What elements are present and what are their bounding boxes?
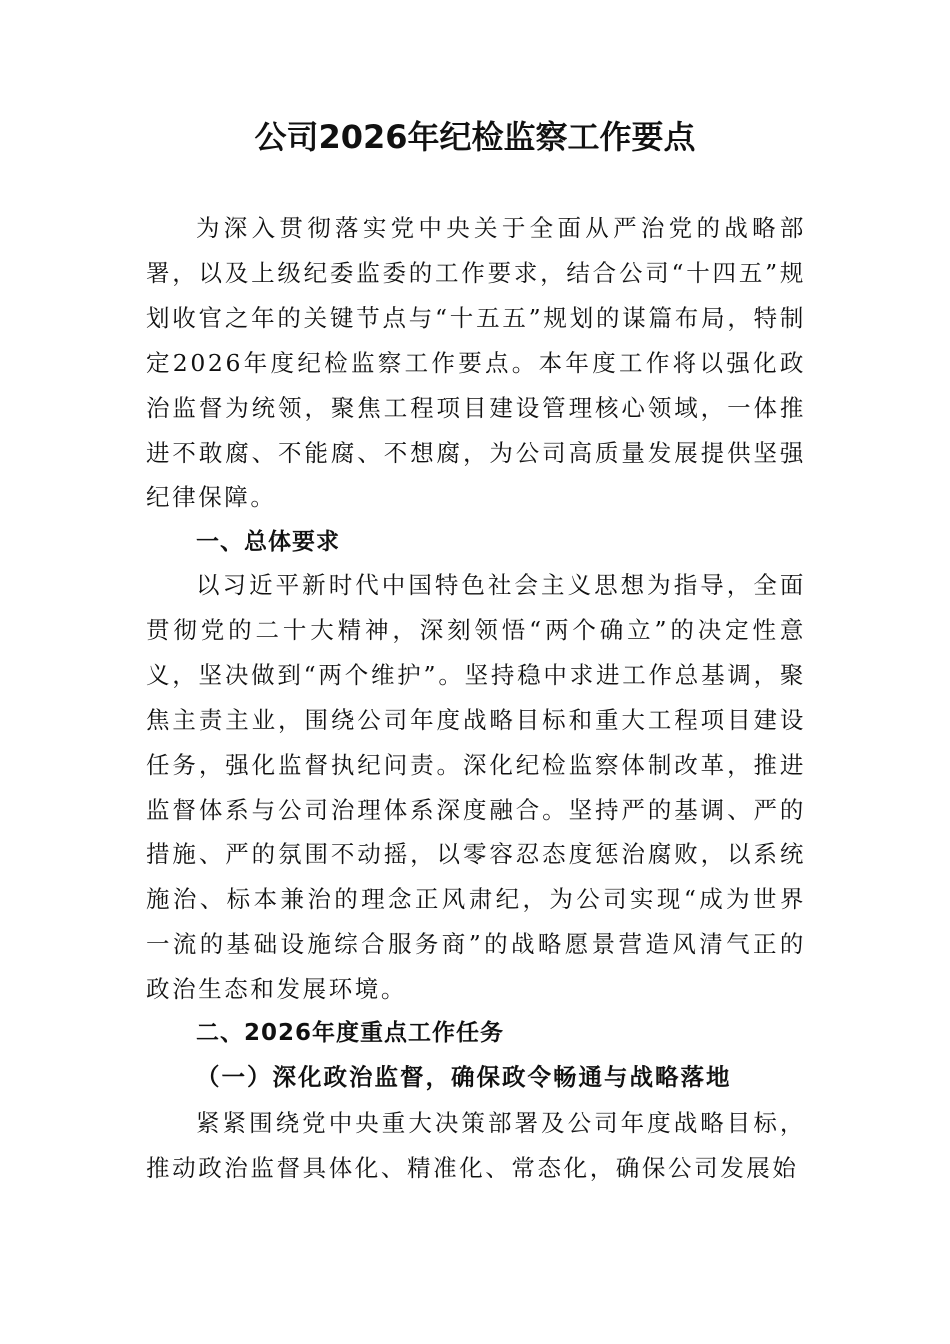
section-2-heading: 二、2026年度重点工作任务 — [196, 1020, 505, 1046]
section-2-subheading: （一）深化政治监督，确保政令畅通与战略落地 — [196, 1063, 732, 1091]
section-1-heading: 一、总体要求 — [196, 529, 340, 555]
document-title: 公司2026年纪检监察工作要点 — [254, 118, 696, 156]
section-1-paragraph — [146, 563, 806, 1012]
section-2-paragraph — [146, 1101, 806, 1191]
section-1-text: 以习近平新时代中国特色社会主义思想为指导，全面贯彻党的二十大精神，深刻领悟“两个确立”的决定性意义，坚决做到“两个维护”。坚持稳中求进工作总基调，聚焦主责主业，围绕公司年度战略目标和重大工程项目建设任务，强化监督执纪问责。深化纪检监察体制改革，推进监督体系与公司治理体系深度融合。坚持严的基调、严的措施、严的氛围不动摇，以零容忍态度惩治腐败，以系统施治、标本兼治的理念正风肃纪，为公司实现“成为世界一流的基础设施综合服务商”的战略愿景营造风清气正的政治生态和发展环境。 — [146, 571, 806, 1004]
intro-text: 为深入贯彻落实党中央关于全面从严治党的战略部署，以及上级纪委监委的工作要求，结合公司“十四五”规划收官之年的关键节点与“十五五”规划的谋篇布局，特制定2026年度纪检监察工作要点。本年度工作将以强化政治监督为统领，聚焦工程项目建设管理核心领域，一体推进不敢腐、不能腐、不想腐，为公司高质量发展提供坚强纪律保障。 — [146, 214, 806, 512]
section-2-text: 紧紧围绕党中央重大决策部署及公司年度战略目标，推动政治监督具体化、精准化、常态化，确保公司发展始 — [146, 1109, 806, 1182]
intro-paragraph — [146, 206, 806, 520]
